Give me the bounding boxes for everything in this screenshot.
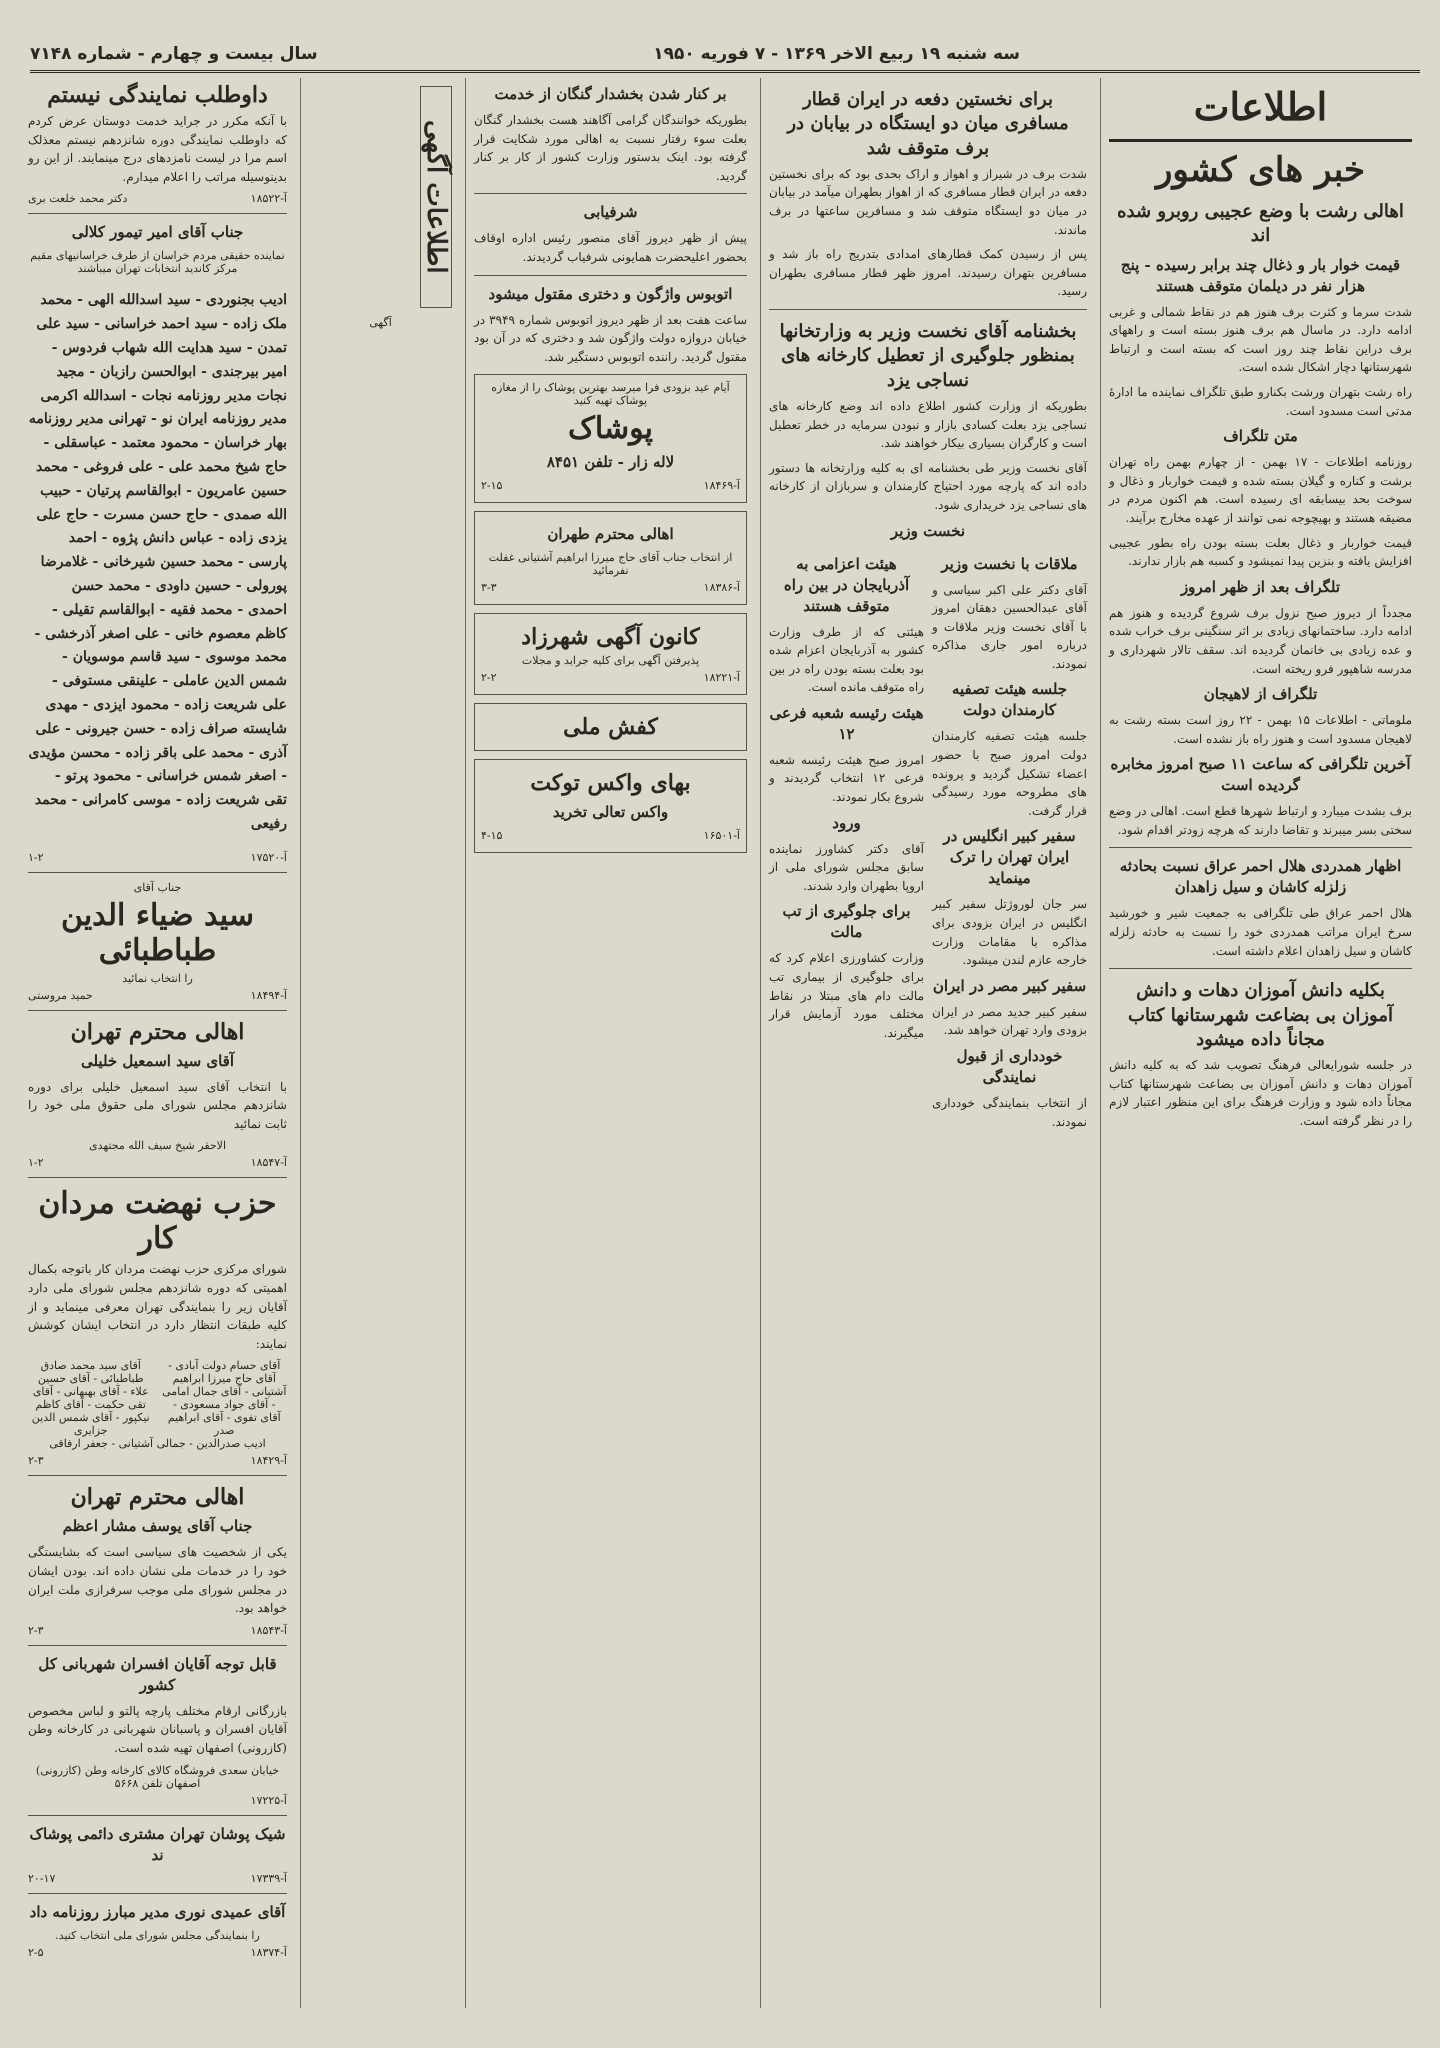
divider [28,1475,287,1476]
ad-reference: ۱-۲ آ-۱۷۵۲۰ [28,850,287,864]
article-text: امروز صبح هیئت رئیسه شعبه فرعی ۱۲ انتخاب گردیدند و شروع بکار نمودند. [769,752,924,805]
ad-title: کفش ملی [563,714,658,741]
article-text: ساعت هفت بعد از ظهر دیروز اتوبوس شماره ۳۹۴۹ در خیابان دروازه دولت واژگون شد و دختری که در آن بود مقتول گردید. راننده اتوبوس دستگیر شد. [474,312,747,364]
article-text: شدت سرما و کثرت برف هنوز هم در نقاط شمالی و غربی ادامه دارد. در ماسال هم برف هنوز بسته است و راههای برف دراین نقاط چند روز است که بسته است و ارتباط شهرستانها دچار اشکال شده است. [1109,304,1412,375]
headline-bus: اتوبوس واژگون و دختری مقتول میشود [488,284,733,303]
article-text: بطوریکه از وزارت کشور اطلاع داده اند وضع کارخانه های نساجی یزد بعلت کسادی بازار و نبودن سرمایه در خطر تعطیل است و کارگران بسیاری بیکار خواهند شد. [769,398,1087,451]
article-text: ملوماتی - اطلاعات ۱۵ بهمن - ۲۲ روز است بسته رشت به لاهیجان مسدود است و هنوز راه باز نشده است. [1109,713,1412,746]
article-text: مجدداً از دیروز صبح نزول برف شروع گردیده و هنوز هم ادامه دارد. ساختمانهای زیادی بر اثر سنگینی برف خراب شده و عده زیادی بی خانمان گردیده اند. سقف تالار شهرداری و مدرسه شاهپور فرو ریخته است. [1109,605,1412,676]
subheading: تلگراف از لاهیجان [1203,685,1318,704]
vertical-ad: اطلاعات آگهی [420,86,452,308]
ad-name: جناب آقای یوسف مشار اعظم [62,1517,253,1536]
article-text: آقای نخست وزیر طی بخشنامه ای به کلیه وزارتخانه ها دستور داده اند که پارچه مورد احتیاج کارمندان و سربازان از کارخانه های نساجی یزد خریداری شود. [769,460,1087,512]
divider [28,1010,287,1011]
article-text: برف بشدت میبارد و ارتباط شهرها قطع است. اهالی در وضع سختی بسر میبرند و تقاضا دارند که هرچه زودتر اقدام شود. [1109,804,1412,837]
divider [769,309,1087,310]
subheading: ورود [832,813,861,832]
article-text: سر جان لوروژتل سفیر کبیر انگلیس در ایران بزودی برای مذاکره با مقامات وزارت خارجه عازم لندن میشود. [932,897,1087,968]
ad-title: اهالی محترم تهران [70,1018,245,1045]
subheading: خودداری از قبول نمایندگی [956,1047,1063,1086]
ad-text: واکس تعالی تخرید [552,803,669,822]
date-line: سه شنبه ۱۹ ربیع الاخر ۱۳۶۹ - ۷ فوریه ۱۹۵۰ [653,44,1020,64]
ad-reference: ۲-۱۵ آ-۱۸۴۶۹ [481,479,740,493]
signature: نخست وزیر [890,521,966,540]
article-text: پیش از ظهر دیروز آقای منصور رئیس اداره اوقاف بحضور اعلیحضرت همایونی شرفیاب گردیدند. [474,231,747,264]
article-text: در جلسه شورایعالی فرهنگ تصویب شد که به کلیه دانش آموزان دهات و دانش آموزان بی بضاعت شهرستانها کتاب مجاناً داده شود و وزارت فرهنگ برای این منظور اعتبار لازم را در نظر گرفته است. [1109,1058,1412,1128]
article-text: راه رشت بتهران ورشت بکنارو طبق تلگراف نماینده ما ادارۀ مدتی است مسدود است. [1109,384,1412,418]
column-news-3 [465,78,755,2008]
headline-train: برای نخستین دفعه در ایران قطار مسافری میان دو ایستگاه در بیابان در برف متوقف شد [787,89,1069,159]
candidate-list [28,1359,287,1437]
article-text: پس از رسیدن کمک قطارهای امدادی بتدریج راه باز شد و مسافرین بتهران رسیدند. امروز ظهر قطار مسافری بطهران رسید. [769,247,1087,299]
subheading: هیئت اعزامی به آذربایجان در بین راه متوقف هستند [783,554,910,615]
ad-text: یکی از شخصیت های سیاسی است که بشایستگی خود را در خدمات ملی نشان داده اند. بودن ایشان در مجلس شورای ملی موجب سرفرازی ملت ایران خواهد بود. [28,1545,287,1616]
subheading: آخرین تلگرافی که ساعت ۱۱ صبح امروز مخابره گردیده است [1110,755,1411,795]
candidate-names: آقای حسام دولت آبادی - آقای حاج میرزا ابراهیم آشتیانی - آقای جمال امامی - آقای جواد مسعودی - آقای تفوی - آقای ابراهیم صدر [162,1359,287,1438]
column-news-2 [760,78,1095,2008]
ad-agency [474,613,747,695]
article-text: هیئتی که از طرف وزارت کشور به آذربایجان اعزام شده بود بعلت بسته بودن راه در بین راه متوقف مانده است. [769,624,924,695]
supporter-names: ادیب بجنوردی - سید اسدالله الهی - محمد ملک زاده - سید احمد خراسانی - سید علی تمدن - سید هدایت الله شهاب فردوس - امیر بیرجندی - ابوالحسن رازبان - مجید نجات مدیر روزنامه نجات - اسدالله اکرمی مدیر روزنامه ایران نو - تهرانی مدیر روزنامه بهار خراسان - محمود معتمد - عباسقلی - حاج شیخ محمد علی - علی فروغی - محمد حسین عامریون - ابوالقاسم پرتیان - حبیب الله صمدی - حاج حسن مسرت - حاج علی یزدی زاده - عباس دانش پژوه - احمد پارسی - محمد حسین شیرخانی - غلامرضا پورولی - حسین داودی - محمد حسن احمدی - محمد فقیه - ابوالقاسم تقیلی - کاظم معصوم خانی - علی اصغر آذرخشی - محمد موسوی - سید قاسم موسویان - شمس الدین عاملی - علینقی مستوفی - علی شریعت زاده - محمود ایزدی - مهدی شایسته صراف زاده - حسن جیرونی - علی آذری - محمد علی باقر زاده - محسن مؤیدی - اصغر شمس خراسانی - محمود پرتو - تقی شریعت زاده - موسی کامرانی - محمد رفیعی [28,292,287,832]
article-text: هلال احمر عراق طی تلگرافی به جمعیت شیر و خورشید سرخ ایران مراتب همدردی خود را نسبت به حادثه زلزله کاشان و سیل زاهدان اعلام داشته است. [1109,906,1412,958]
newspaper-logo: اطلاعات [1109,78,1412,142]
section-title: خبر های کشور [1155,150,1366,190]
divider [28,872,287,873]
subheading: متن تلگراف [1223,427,1298,446]
ad-text: را بنمایندگی مجلس شورای ملی انتخاب کنید. [55,1928,260,1942]
ad-text: پذیرفتن آگهی برای کلیه جراید و مجلات [521,654,700,668]
subheading: برای جلوگیری از تب مالت [782,902,911,942]
subheading: ملاقات با نخست وزیر [941,554,1078,573]
ad-shoes [474,703,747,751]
ad-title: شیک پوشان تهران مشتری دائمی پوشاک ند [29,1824,286,1864]
headline-red-crescent: اظهار همدردی هلال احمر عراق نسبت بحادثه زلزله کاشان و سیل زاهدان [1119,857,1402,897]
subheadline-rasht: قیمت خوار بار و ذغال چند برابر رسیده - پنج هزار نفر در دیلمان متوقف هستند [1120,255,1401,295]
candidate-names: آقای سید محمد صادق طباطبائی - آقای حسین علاء - آقای بهبهانی - آقای تقی حکمت - آقای کاظم نیکپور - آقای شمس الدین جزایری [31,1359,150,1438]
divider [28,1815,287,1816]
ad-text: با آنکه مکرر در جراید خدمت دوستان عرض کردم که داوطلب نمایندگی دوره شانزدهم نیستم معذلک اسم مرا در لیست نامزدهای درج مینمایند. از این رو بدینوسیله مراتب را اعلام میدارم. [28,114,287,184]
ad-reference: ۲-۵ آ-۱۸۳۷۴ [28,1945,287,1959]
ad-prefix: جناب آقای [133,880,182,894]
ad-title: قابل توجه آقایان افسران شهربانی کل کشور [38,1654,277,1694]
ad-title: کانون آگهی شهرزاد [521,624,700,651]
ad-subtitle: را انتخاب نمائید [122,971,193,985]
issue-line: سال بیست و چهارم - شماره ۷۱۴۸ [30,44,318,64]
subcolumn-left [769,548,924,1138]
ad-reference: ۲-۲ آ-۱۸۲۲۱ [481,671,740,685]
ad-text: با انتخاب آقای سید اسمعیل خلیلی برای دوره شانزدهم مجلس شورای ملی حقوق ملی خود را ثابت نمائید [28,1079,287,1131]
ad-candidate [474,511,747,605]
ad-note: آگهی [369,316,392,329]
article-text: آقای دکتر کشاورز نماینده سابق مجلس شورای ملی از اروپا بطهران وارد شدند. [769,841,924,893]
ad-title: اهالی محترم طهران [547,525,674,544]
headline-audience: شرفیابی [583,203,638,222]
column-ads [20,78,295,2008]
divider [28,1177,287,1178]
ad-title: جناب آقای امیر تیمور کلالی [71,223,244,242]
two-column-block [769,548,1087,1138]
divider [28,1893,287,1894]
ad-text: بازرگانی ارقام مختلف پارچه پالتو و لباس مخصوص آقایان افسران و پاسبانان شهربانی در کارخانه وطن (کازرونی) اصفهان تهیه شده است. [28,1703,287,1756]
headline-pm-circular: بخشنامه آقای نخست وزیر به وزارتخانها بمنظور جلوگیری از تعطیل کارخانه های نساجی یزد [779,321,1077,391]
ad-title: پوشاک [568,411,653,447]
article-text: وزارت کشاورزی اعلام کرد که برای جلوگیری از بیماری تب مالت دام های مبتلا در نقاط مختلف مورد آزمایش قرار میگیرند. [769,951,924,1040]
subcolumn-right [932,548,1087,1138]
divider [28,1645,287,1646]
masthead [30,40,1420,73]
article-text: از انتخاب بنمایندگی خودداری نمودند. [932,1096,1087,1129]
ad-subtitle: نماینده حقیقی مردم خراسان از طرف خراسانیهای مقیم مرکز کاندید انتخابات تهران میباشند [30,249,285,276]
ad-signature: الاحقر شیخ سیف الله مجتهدی [88,1139,227,1153]
ad-polish [474,759,747,853]
divider [474,275,747,276]
subheading: جلسه هیئت تصفیه کارمندان دولت [951,680,1068,720]
ad-reference: ۳-۳ آ-۱۸۳۸۶ [481,581,740,595]
column-narrow [300,78,460,2008]
ad-title: بهای واکس توکت [530,770,691,797]
ad-title: اهالی محترم تهران [70,1484,245,1511]
subheading: سفیر کبیر انگلیس در ایران تهران را ترک مینماید [943,827,1076,888]
ad-name: آقای سید اسمعیل خلیلی [80,1051,235,1070]
ad-title: حزب نهضت مردان کار [38,1186,277,1257]
article-text: روزنامه اطلاعات - ۱۷ بهمن - از چهارم بهمن راه تهران برشت و کناره و گیلان بسته شده و قیمت خواربار و ذغال و سوخت بحد بیسابقه ای رسیده است. هم اکنون مردم در مضیقه هستند و بهیچوجه نمی توانند از عهده مخارج برآیند. [1109,455,1413,525]
ad-address: خیابان سعدی فروشگاه کالای کارخانه وطن (کازرونی) اصفهان تلفن ۵۶۶۸ [35,1763,280,1790]
ad-reference: حمید مروستی آ-۱۸۴۹۴ [28,988,287,1002]
ad-text: آیام عید بزودی فرا میرسد بهترین پوشاک را از مغازه پوشاک تهیه کنید [491,381,730,408]
subheading: هیئت رئیسه شعبه فرعی ۱۲ [769,703,924,743]
ad-address: لاله زار - تلفن ۸۴۵۱ [546,453,675,472]
divider [28,213,287,214]
ad-reference: ۲-۳ آ-۱۸۵۴۳ [28,1623,287,1637]
column-news-country [1100,78,1420,2008]
headline-free-books: بکلیه دانش آموزان دهات و دانش آموزان بی بضاعت شهرستانها کتاب مجاناً داده میشود [1128,980,1393,1050]
ad-clothing [474,374,747,503]
ad-text: از انتخاب جناب آقای حاج میرزا ابراهیم آشتیانی غفلت نفرمائید [488,551,733,578]
ad-signature: ادیب صدرالدین - جمالی آشتیانی - جعفر ارفاقی [49,1437,266,1451]
headline-rasht: اهالی رشت با وضع عجیبی روبرو شده اند [1117,201,1404,247]
divider [474,193,747,194]
article-text: سفیر کبیر جدید مصر در ایران بزودی وارد تهران خواهد شد. [932,1004,1087,1038]
ad-reference: ۲۰-۱۷ آ-۱۷۳۳۹ [28,1871,287,1885]
article-text: بطوریکه خوانندگان گرامی آگاهند هست بخشدار گنگان بعلت سوء رفتار نسبت به اهالی مورد شکایت قرار گرفته بود. اینک بدستور وزارت کشور از کار بر کنار گردید. [474,113,747,183]
ad-reference: دکتر محمد خلعت بری آ-۱۸۵۲۲ [28,192,287,206]
divider [1109,847,1412,848]
ad-reference: ۱-۲ آ-۱۸۵۴۷ [28,1156,287,1170]
ad-reference: ۴-۱۵ آ-۱۶۵۰۱ [481,829,740,843]
ad-title: داوطلب نمایندگی نیستم [47,82,268,108]
subheading: سفیر کبیر مصر در ایران [932,976,1087,995]
article-text: آقای دکتر علی اکبر سیاسی و آقای عبدالحسین دهقان امروز با آقای نخست وزیر ملاقات و درباره امور جاری مذاکره نمودند. [932,582,1087,671]
subheading: تلگراف بعد از ظهر امروز [1180,577,1341,596]
ad-title: سید ضیاء الدین طباطبائی [60,897,254,968]
divider [1109,968,1412,969]
ad-reference: آ-۱۷۲۲۵ [250,1793,287,1807]
ad-title: آقای عمیدی نوری مدیر مبارز روزنامه داد [29,1902,286,1921]
article-text: شدت برف در شیراز و اهواز و اراک بحدی بود که برای نخستین دفعه در ایران قطار مسافری که از اهواز بطهران میآمد در بیابان در میان دو ایستگاه متوقف شد و مسافرین ساعتها در برف ماندند. [769,166,1087,237]
headline-dismissal: بر کنار شدن بخشدار گنگان از خدمت [494,85,727,103]
ad-reference: ۲-۳ آ-۱۸۴۲۹ [28,1454,287,1468]
article-text: جلسه هیئت تصفیه کارمندان دولت امروز صبح با حضور اعضاء تشکیل گردید و پرونده های مطروحه مورد رسیدگی قرار گرفت. [932,729,1087,818]
article-text: قیمت خواربار و ذغال بعلت بسته بودن راه بطور عجیبی افزایش یافته و بنزین پیدا نمیشود و کسبه هم بازار ندارند. [1109,535,1412,569]
ad-text: شورای مرکزی حزب نهضت مردان کار باتوجه بکمال اهمیتی که دوره شانزدهم مجلس شورای ملی دارد آقایان زیر را بنمایندگی تهران معرفی مینماید و از کلیه طبقات انتظار دارد در انتخاب ایشان کوشش نمایند: [28,1262,287,1351]
